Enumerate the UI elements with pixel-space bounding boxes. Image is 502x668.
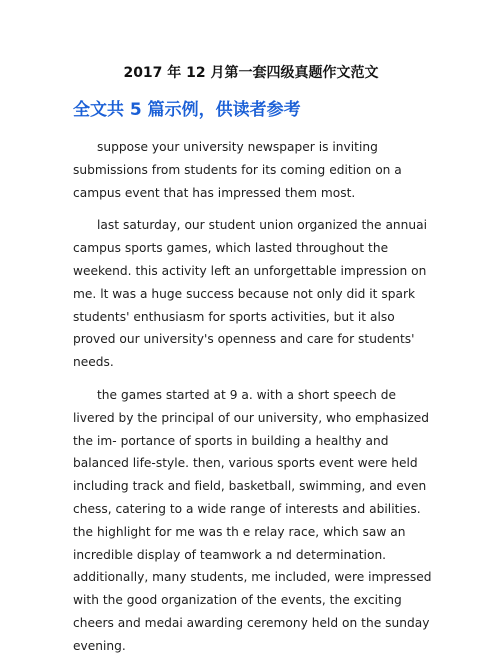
document-subtitle: 全文共 5 篇示例，供读者参考 (73, 100, 301, 120)
document-body (73, 136, 433, 668)
paragraph-3: the games started at 9 a. with a short speech de livered by the principal of our university, who emphasized the im- portance of sports in building a healthy and balanced life-style. then, various sports event were held including track and field, basketball, swimming, and even chess, catering to a wide range of interests and abilities. the highlight for me was th e relay race, which saw an incredible display of teamwork a nd determination. additionally, many students, me included, were impressed with the good organization of the events, the exciting cheers and medai awarding ceremony held on the sunday evening. (73, 387, 432, 653)
paragraph-2: last saturday, our student union organized the annuai campus sports games, which lasted throughout the weekend. this activity left an unforgettable impression on me. lt was a huge success because not only did it spark students' enthusiasm for sports activities, but it also proved our university's openness and care for students' needs. (73, 218, 428, 370)
paragraph-1: suppose your university newspaper is inviting submissions from students for its coming edition on a campus event that has impressed them most. (73, 140, 402, 200)
document-title: 2017 年 12 月第一套四级真题作文范文 (123, 65, 379, 81)
